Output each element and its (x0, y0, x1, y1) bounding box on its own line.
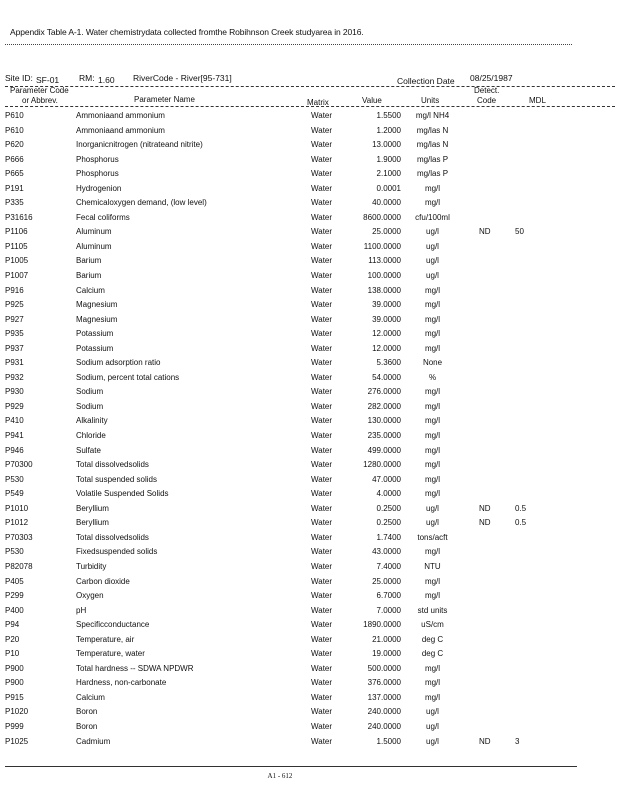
matrix-cell: Water (311, 401, 333, 411)
param-code-cell: P900 (5, 678, 24, 688)
value-cell: 0.2500 (376, 503, 401, 513)
col-param-code-sub: or Abbrev. (22, 96, 58, 105)
value-cell: 7.4000 (376, 561, 401, 571)
matrix-cell: Water (311, 343, 333, 353)
units-cell: mg/l (424, 489, 441, 499)
param-code-cell: P549 (5, 489, 24, 499)
table-row (0, 182, 618, 197)
col-matrix: Matrix (307, 98, 329, 107)
table-row (0, 138, 618, 153)
units-cell: mg/l (424, 285, 441, 295)
table-row (0, 400, 618, 415)
param-name-cell: pH (76, 605, 87, 615)
matrix-cell: Water (311, 256, 333, 266)
value-cell: 12.0000 (372, 343, 401, 353)
param-code-cell: P665 (5, 169, 24, 179)
matrix-cell: Water (311, 169, 333, 179)
value-cell: 2.1000 (376, 169, 401, 179)
param-code-cell: P900 (5, 663, 24, 673)
param-name-cell: Sodium, percent total cations (76, 372, 180, 382)
value-cell: 499.0000 (367, 445, 401, 455)
units-cell: mg/l (424, 314, 441, 324)
matrix-cell: Water (311, 140, 333, 150)
units-cell: None (422, 358, 443, 368)
table-row (0, 531, 618, 546)
table-row (0, 298, 618, 313)
value-cell: 21.0000 (372, 634, 401, 644)
col-param-code: Parameter Code (10, 86, 69, 95)
matrix-cell: Water (311, 634, 333, 644)
param-code-cell: P530 (5, 547, 24, 557)
param-code-cell: P530 (5, 474, 24, 484)
units-cell: NTU (424, 561, 441, 571)
table-row (0, 705, 618, 720)
matrix-cell: Water (311, 241, 333, 251)
table-row (0, 647, 618, 662)
param-code-cell: P400 (5, 605, 24, 615)
param-name-cell: Total dissolvedsolids (76, 460, 149, 470)
param-name-cell: Calcium (76, 285, 105, 295)
table-row (0, 269, 618, 284)
param-name-cell: Aluminum (76, 241, 112, 251)
page-number: A1 - 612 (267, 772, 293, 780)
table-row (0, 589, 618, 604)
table-row (0, 662, 618, 677)
param-name-cell: Potassium (76, 343, 114, 353)
param-code-cell: P191 (5, 183, 24, 193)
units-cell: mg/l (424, 460, 441, 470)
units-cell: mg/l NH4 (415, 111, 450, 120)
matrix-cell: Water (311, 300, 333, 310)
param-name-cell: Cadmium (76, 736, 111, 746)
table-row (0, 124, 618, 139)
param-name-cell: Beryllium (76, 518, 109, 528)
param-name-cell: Hardness, non-carbonate (76, 678, 167, 688)
mdl-cell: 3 (515, 736, 520, 746)
matrix-cell: Water (311, 285, 333, 295)
param-code-cell: P335 (5, 198, 24, 208)
value-cell: 13.0000 (372, 140, 401, 150)
param-name-cell: Turbidity (76, 561, 107, 571)
param-name-cell: Ammoniaand ammonium (76, 111, 165, 120)
col-param-name: Parameter Name (134, 95, 195, 104)
param-code-cell: P31616 (5, 212, 33, 222)
param-code-cell: P1007 (5, 271, 29, 281)
table-row (0, 327, 618, 342)
table-row (0, 604, 618, 619)
param-name-cell: Ammoniaand ammonium (76, 125, 165, 135)
matrix-cell: Water (311, 154, 333, 164)
param-name-cell: Boron (76, 721, 98, 731)
param-code-cell: P299 (5, 591, 24, 601)
param-code-cell: P915 (5, 692, 24, 702)
param-name-cell: Beryllium (76, 503, 109, 513)
value-cell: 12.0000 (372, 329, 401, 339)
rm-label: RM: (79, 73, 95, 83)
value-cell: 1280.0000 (363, 460, 401, 470)
detect-code-cell: ND (479, 518, 491, 528)
value-cell: 6.7000 (376, 591, 401, 601)
units-cell: mg/l (424, 431, 441, 441)
matrix-cell: Water (311, 663, 333, 673)
param-name-cell: Temperature, air (76, 634, 135, 644)
param-code-cell: P666 (5, 154, 24, 164)
value-cell: 500.0000 (367, 663, 401, 673)
param-code-cell: P941 (5, 431, 24, 441)
param-name-cell: Phosphorus (76, 154, 119, 164)
units-cell: mg/l (424, 300, 441, 310)
matrix-cell: Water (311, 474, 333, 484)
matrix-cell: Water (311, 125, 333, 135)
value-cell: 39.0000 (372, 300, 401, 310)
value-cell: 19.0000 (372, 649, 401, 659)
units-cell: uS/cm (421, 620, 444, 630)
units-cell: ug/l (426, 256, 439, 266)
param-name-cell: Sodium adsorption ratio (76, 358, 161, 368)
param-code-cell: P930 (5, 387, 24, 397)
param-name-cell: Magnesium (76, 300, 118, 310)
matrix-cell: Water (311, 576, 333, 586)
value-cell: 0.0001 (376, 183, 401, 193)
units-cell: mg/l (424, 663, 441, 673)
matrix-cell: Water (311, 678, 333, 688)
matrix-cell: Water (311, 329, 333, 339)
units-cell: mg/l (424, 329, 441, 339)
collection-date-value: 08/25/1987 (470, 73, 513, 83)
table-row (0, 429, 618, 444)
footer-rule (5, 766, 577, 767)
matrix-cell: Water (311, 692, 333, 702)
param-name-cell: Carbon dioxide (76, 576, 130, 586)
param-name-cell: Specificconductance (76, 620, 150, 630)
table-row (0, 676, 618, 691)
value-cell: 1.5000 (376, 736, 401, 746)
matrix-cell: Water (311, 372, 333, 382)
table-row (0, 691, 618, 706)
param-code-cell: P916 (5, 285, 24, 295)
site-id-value: SF-01 (36, 75, 60, 85)
param-name-cell: Hydrogenion (76, 183, 122, 193)
matrix-cell: Water (311, 212, 333, 222)
units-cell: mg/las N (416, 125, 449, 135)
table-row (0, 560, 618, 575)
table-row (0, 633, 618, 648)
units-cell: mg/l (424, 678, 441, 688)
matrix-cell: Water (311, 532, 333, 542)
param-name-cell: Aluminum (76, 227, 112, 237)
matrix-cell: Water (311, 416, 333, 426)
param-code-cell: P405 (5, 576, 24, 586)
param-code-cell: P946 (5, 445, 24, 455)
param-code-cell: P932 (5, 372, 24, 382)
matrix-cell: Water (311, 489, 333, 499)
param-name-cell: Potassium (76, 329, 114, 339)
param-name-cell: Magnesium (76, 314, 118, 324)
dotted-divider (5, 44, 572, 45)
table-row (0, 284, 618, 299)
param-code-cell: P1105 (5, 241, 28, 251)
param-name-cell: Temperature, water (76, 649, 145, 659)
param-code-cell: P1020 (5, 707, 29, 717)
units-cell: mg/l (424, 576, 441, 586)
units-cell: mg/l (424, 343, 441, 353)
col-detect: Detect. (474, 86, 500, 95)
mdl-cell: 0.5 (515, 518, 527, 528)
param-code-cell: P94 (5, 620, 20, 630)
param-name-cell: Fixedsuspended solids (76, 547, 158, 557)
units-cell: mg/l (424, 591, 441, 601)
table-row (0, 211, 618, 226)
units-cell: ug/l (426, 227, 439, 237)
value-cell: 137.0000 (367, 692, 401, 702)
table-row (0, 254, 618, 269)
param-code-cell: P1012 (5, 518, 29, 528)
table-row (0, 502, 618, 517)
detect-code-cell: ND (479, 503, 491, 513)
param-name-cell: Barium (76, 271, 102, 281)
param-code-cell: P927 (5, 314, 24, 324)
units-cell: mg/las P (416, 154, 449, 164)
param-code-cell: P1106 (5, 227, 28, 237)
value-cell: 43.0000 (372, 547, 401, 557)
table-row (0, 225, 618, 240)
mdl-cell: 50 (515, 227, 524, 237)
matrix-cell: Water (311, 358, 333, 368)
header-top-rule (5, 86, 615, 87)
units-cell: deg C (421, 649, 444, 659)
table-row (0, 487, 618, 502)
units-cell: mg/l (424, 416, 441, 426)
param-code-cell: P20 (5, 634, 20, 644)
value-cell: 1.2000 (376, 125, 401, 135)
units-cell: mg/las P (416, 169, 449, 179)
matrix-cell: Water (311, 227, 333, 237)
param-code-cell: P929 (5, 401, 24, 411)
value-cell: 1.7400 (376, 532, 401, 542)
matrix-cell: Water (311, 460, 333, 470)
value-cell: 8600.0000 (363, 212, 401, 222)
param-code-cell: P610 (5, 125, 24, 135)
units-cell: mg/l (424, 474, 441, 484)
value-cell: 25.0000 (372, 227, 401, 237)
table-row (0, 458, 618, 473)
value-cell: 113.0000 (368, 256, 401, 266)
value-cell: 138.0000 (367, 285, 401, 295)
matrix-cell: Water (311, 445, 333, 455)
collection-date-label: Collection Date (397, 76, 455, 86)
param-code-cell: P1010 (5, 503, 29, 513)
matrix-cell: Water (311, 620, 333, 630)
matrix-cell: Water (311, 561, 333, 571)
param-code-cell: P620 (5, 140, 24, 150)
table-row (0, 240, 618, 255)
table-row (0, 356, 618, 371)
matrix-cell: Water (311, 707, 333, 717)
param-name-cell: Total suspended solids (76, 474, 157, 484)
param-code-cell: P937 (5, 343, 24, 353)
table-row (0, 167, 618, 182)
table-row (0, 444, 618, 459)
table-title: Appendix Table A-1. Water chemistrydata collected fromthe Robihnson Creek studyarea in 2016. (10, 27, 364, 37)
table-row (0, 720, 618, 735)
matrix-cell: Water (311, 111, 333, 120)
param-code-cell: P610 (5, 111, 24, 120)
param-code-cell: P82078 (5, 561, 33, 571)
table-row (0, 109, 618, 124)
table-row (0, 153, 618, 168)
param-code-cell: P70300 (5, 460, 33, 470)
col-mdl: MDL (529, 96, 546, 105)
value-cell: 25.0000 (372, 576, 401, 586)
units-cell: mg/l (424, 692, 441, 702)
units-cell: mg/l (424, 198, 441, 208)
table-row (0, 735, 618, 750)
matrix-cell: Water (311, 649, 333, 659)
param-code-cell: P1005 (5, 256, 29, 266)
matrix-cell: Water (311, 721, 333, 731)
units-cell: ug/l (426, 503, 439, 513)
value-cell: 1100.0000 (363, 241, 401, 251)
table-row (0, 414, 618, 429)
table-row (0, 385, 618, 400)
value-cell: 0.2500 (376, 518, 401, 528)
matrix-cell: Water (311, 605, 333, 615)
value-cell: 4.0000 (376, 489, 401, 499)
value-cell: 40.0000 (372, 198, 401, 208)
param-name-cell: Alkalinity (76, 416, 108, 426)
param-code-cell: P999 (5, 721, 24, 731)
units-cell: ug/l (426, 241, 439, 251)
units-cell: % (428, 372, 437, 382)
matrix-cell: Water (311, 314, 333, 324)
units-cell: mg/las N (416, 140, 449, 150)
units-cell: ug/l (426, 271, 439, 281)
units-cell: std units (417, 605, 448, 615)
param-name-cell: Fecal coliforms (76, 212, 130, 222)
param-code-cell: P925 (5, 300, 24, 310)
matrix-cell: Water (311, 547, 333, 557)
param-name-cell: Phosphorus (76, 169, 119, 179)
value-cell: 240.0000 (367, 707, 401, 717)
matrix-cell: Water (311, 591, 333, 601)
col-detect-sub: Code (477, 96, 497, 105)
col-value: Value (362, 96, 382, 105)
matrix-cell: Water (311, 198, 333, 208)
param-code-cell: P70303 (5, 532, 33, 542)
value-cell: 276.0000 (367, 387, 401, 397)
units-cell: ug/l (426, 721, 439, 731)
table-row (0, 371, 618, 386)
value-cell: 376.0000 (367, 678, 401, 688)
param-name-cell: Oxygen (76, 591, 104, 601)
value-cell: 1.9000 (376, 154, 401, 164)
value-cell: 47.0000 (372, 474, 401, 484)
units-cell: cfu/100ml (415, 212, 450, 222)
param-code-cell: P1025 (5, 736, 29, 746)
river-code: RiverCode - River[95-731] (133, 73, 232, 83)
table-row (0, 545, 618, 560)
units-cell: deg C (421, 634, 444, 644)
table-row (0, 196, 618, 211)
mdl-cell: 0.5 (515, 503, 527, 513)
units-cell: mg/l (424, 387, 441, 397)
value-cell: 100.0000 (367, 271, 401, 281)
matrix-cell: Water (311, 431, 333, 441)
value-cell: 54.0000 (372, 372, 401, 382)
value-cell: 7.0000 (376, 605, 401, 615)
rm-value: 1.60 (98, 75, 115, 85)
value-cell: 240.0000 (367, 721, 401, 731)
detect-code-cell: ND (479, 227, 491, 237)
param-code-cell: P10 (5, 649, 20, 659)
table-row (0, 473, 618, 488)
matrix-cell: Water (311, 387, 333, 397)
param-name-cell: Sodium (76, 401, 104, 411)
param-code-cell: P931 (5, 358, 24, 368)
param-name-cell: Boron (76, 707, 98, 717)
value-cell: 282.0000 (367, 401, 401, 411)
table-row (0, 313, 618, 328)
param-code-cell: P935 (5, 329, 24, 339)
value-cell: 39.0000 (372, 314, 401, 324)
param-name-cell: Barium (76, 256, 102, 266)
param-name-cell: Total dissolvedsolids (76, 532, 149, 542)
value-cell: 1890.0000 (363, 620, 401, 630)
param-name-cell: Calcium (76, 692, 105, 702)
units-cell: mg/l (424, 401, 441, 411)
matrix-cell: Water (311, 183, 333, 193)
units-cell: mg/l (424, 183, 441, 193)
units-cell: mg/l (424, 547, 441, 557)
table-row (0, 516, 618, 531)
value-cell: 1.5500 (376, 111, 401, 120)
value-cell: 130.0000 (367, 416, 401, 426)
param-name-cell: Sodium (76, 387, 104, 397)
data-table (0, 109, 618, 749)
param-name-cell: Chemicaloxygen demand, (low level) (76, 198, 207, 208)
param-name-cell: Chloride (76, 431, 106, 441)
param-name-cell: Inorganicnitrogen (nitrateand nitrite) (76, 140, 203, 150)
units-cell: mg/l (424, 445, 441, 455)
param-name-cell: Sulfate (76, 445, 101, 455)
value-cell: 5.3600 (376, 358, 401, 368)
units-cell: ug/l (426, 518, 439, 528)
header-bottom-rule (5, 106, 615, 107)
param-code-cell: P410 (5, 416, 24, 426)
table-row (0, 342, 618, 357)
table-row (0, 618, 618, 633)
param-name-cell: Volatile Suspended Solids (76, 489, 169, 499)
matrix-cell: Water (311, 736, 333, 746)
units-cell: ug/l (426, 736, 439, 746)
matrix-cell: Water (311, 503, 333, 513)
value-cell: 235.0000 (367, 431, 401, 441)
param-name-cell: Total hardness -- SDWA NPDWR (76, 663, 194, 673)
units-cell: tons/acft (417, 532, 448, 542)
matrix-cell: Water (311, 271, 333, 281)
site-id-label: Site ID: (5, 73, 33, 83)
detect-code-cell: ND (479, 736, 491, 746)
units-cell: ug/l (426, 707, 439, 717)
table-row (0, 575, 618, 590)
matrix-cell: Water (311, 518, 333, 528)
col-units: Units (421, 96, 440, 105)
